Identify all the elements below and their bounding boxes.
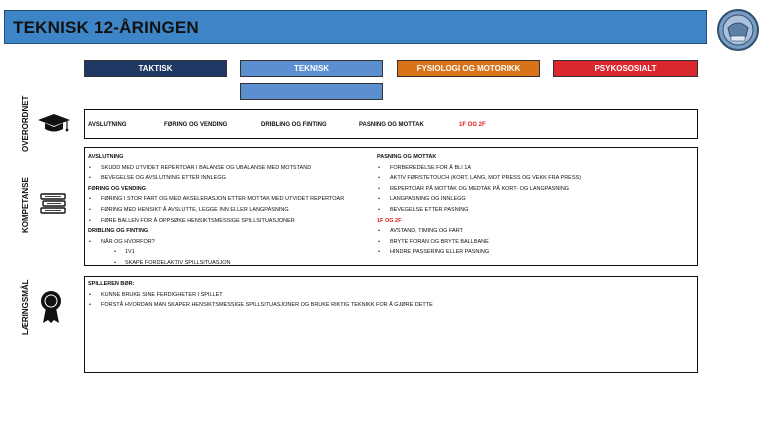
tab-teknisk[interactable]: TEKNISK <box>240 60 383 77</box>
overordnet-item: DRIBLING OG FINTING <box>261 122 327 128</box>
list-item: • FORSTÅ HVORDAN MAN SKAPER HENSIKTSMESSIGE SPILLSITUASJONER OG BRUKE RIKTIG TEKNIKK FOR Å GJØRE DETTE <box>88 300 433 311</box>
award-ribbon-icon <box>40 290 62 324</box>
list-item: • FORBEREDELSE FOR Å BLI 1A <box>377 163 695 174</box>
tab-psykososialt[interactable]: PSYKOSOSIALT <box>553 60 698 77</box>
overordnet-highlight: 1F OG 2F <box>459 122 486 128</box>
sub-list-item: • 1V1 <box>88 247 378 258</box>
list-item: • AKTIV FØRSTETOUCH (KORT, LANG, MOT PRESS OG VEKK FRA PRESS) <box>377 173 695 184</box>
section-label-laeringsmal: LÆRINGSMÅL <box>21 279 30 335</box>
heading-pasning: PASNING OG MOTTAK <box>377 154 437 160</box>
heading-avslutning: AVSLUTNING <box>88 154 124 160</box>
list-item: • REPERTOAR PÅ MOTTAK OG MEDTAK PÅ KORT- OG LANGPASNING <box>377 184 695 195</box>
list-item: • FØRING I STOR FART OG MED AKSELERASJON ETTER MOTTAK MED UTVIDET REPERTOAR <box>88 194 378 205</box>
kompetanse-right-column <box>377 152 695 258</box>
section-label-overordnet: OVERORDNET <box>21 95 30 152</box>
list-item: • HINDRE PASSERING ELLER PASNING <box>377 247 695 258</box>
list-item: • LANGPASNING OG INNLEGG <box>377 194 695 205</box>
laeringsmal-content <box>88 279 433 311</box>
section-label-kompetanse: KOMPETANSE <box>21 177 30 233</box>
list-item: • NÅR OG HVORFOR? <box>88 237 378 248</box>
overordnet-item: PASNING OG MOTTAK <box>359 122 424 128</box>
list-item: • BRYTE FORAN OG BRYTE BALLBANE <box>377 237 695 248</box>
list-item: • BEVEGELSE OG AVSLUTNING ETTER INNLEGG <box>88 173 378 184</box>
sub-list-item: • SKAPE FORDELAKTIV SPILLSITUASJON <box>88 258 378 269</box>
list-item: • SKUDD MED UTVIDET REPERTOAR I BALANSE OG UBALANSE MED MOTSTAND <box>88 163 378 174</box>
tab-fysiologi[interactable]: FYSIOLOGI OG MOTORIKK <box>397 60 540 77</box>
heading-foring: FØRING OG VENDING <box>88 185 147 192</box>
heading-dribling: DRIBLING OG FINTING <box>88 228 149 235</box>
laeringsmal-box <box>84 276 698 373</box>
kompetanse-left-column <box>88 152 378 269</box>
page-title: TEKNISK 12-ÅRINGEN <box>13 18 199 37</box>
overordnet-box <box>84 109 698 139</box>
tab-taktisk[interactable]: TAKTISK <box>84 60 227 77</box>
heading-1f-2f: 1F OG 2F <box>377 217 402 224</box>
kompetanse-box <box>84 147 698 266</box>
overordnet-item: FØRING OG VENDING <box>164 122 228 128</box>
books-icon <box>39 192 67 216</box>
title-bar <box>4 10 707 44</box>
heading-spilleren: SPILLEREN BØR: <box>88 281 135 287</box>
list-item: • FØRING MED HENSIKT Å AVSLUTTE, LEGGE INN ELLER LANGPASNING <box>88 205 378 216</box>
overordnet-item: AVSLUTNING <box>88 122 127 128</box>
list-item: • FØRE BALLEN FOR Å OPPSØKE HENSIKTSMESSIGE SPILLSITUASJONER <box>88 216 378 227</box>
club-logo-icon <box>716 8 760 52</box>
list-item: • AVSTAND, TIMING OG FART <box>377 226 695 237</box>
list-item: • BEVEGELSE ETTER PASNING <box>377 205 695 216</box>
list-item: • KUNNE BRUKE SINE FERDIGHETER I SPILLET <box>88 290 433 301</box>
graduation-cap-icon <box>36 112 72 134</box>
teknisk-subtab[interactable] <box>240 83 383 100</box>
